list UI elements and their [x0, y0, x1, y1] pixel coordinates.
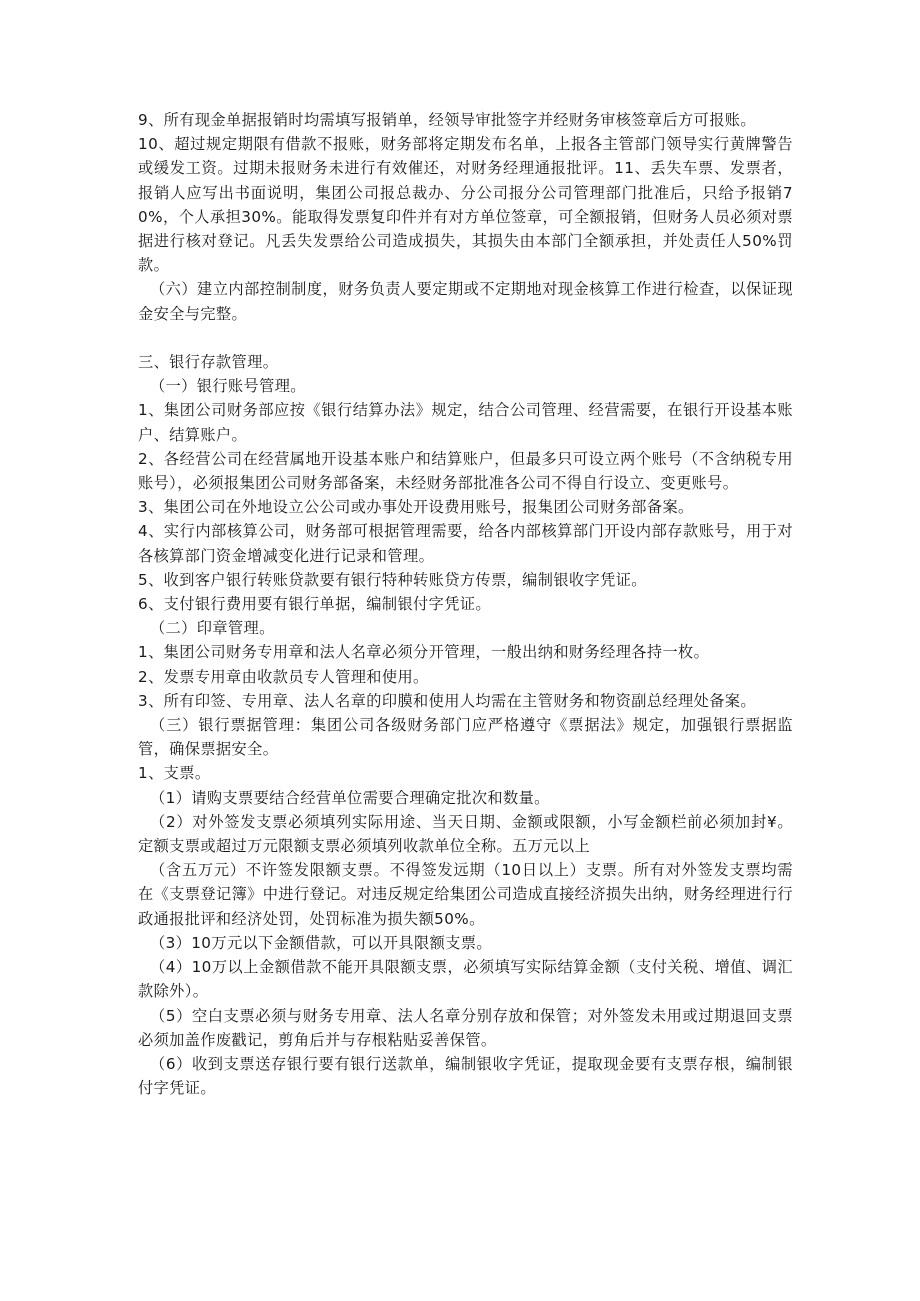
paragraph: （4）10万以上金额借款不能开具限额支票，必须填写实际结算金额（支付关税、增值、调汇款除外）。 [138, 958, 793, 1001]
paragraph: 10、超过规定期限有借款不报账，财务部将定期发布名单，上报各主管部门领导实行黄牌警告或缓发工资。过期未报财务未进行有效催还，对财务经理通报批评。11、丢失车票、发票者，报销人应写出书面说明，集团公司报总裁办、分公司报分公司管理部门批准后，只给予报销70%，个人承担30%。能取得发票复印件并有对方单位签章，可全额报销，但财务人员必须对票据进行核对登记。凡丢失发票给公司造成损失，其损失由本部门全额承担，并处责任人50%罚款。 [138, 135, 793, 275]
paragraph: （2）对外签发支票必须填列实际用途、当天日期、金额或限额，小写金额栏前必须加封¥。定额支票或超过万元限额支票必须填列收款单位全称。五万元以上 [138, 812, 793, 856]
paragraph: （六）建立内部控制制度，财务负责人要定期或不定期地对现金核算工作进行检查，以保证现金安全与完整。 [138, 280, 793, 323]
paragraph: （6）收到支票送存银行要有银行送款单，编制银收字凭证，提取现金要有支票存根，编制银付字凭证。 [138, 1054, 793, 1098]
paragraph: （5）空白支票必须与财务专用章、法人名章分别存放和保管；对外签发未用或过期退回支票必须加盖作废戳记，剪角后并与存根粘贴妥善保管。 [138, 1006, 793, 1049]
paragraph: （三）银行票据管理：集团公司各级财务部门应严格遵守《票据法》规定，加强银行票据监管，确保票据安全。 [138, 716, 793, 759]
paragraph: 5、收到客户银行转账贷款要有银行特种转账贷方传票，编制银收字凭证。 [138, 570, 647, 589]
paragraph: 6、支付银行费用要有银行单据，编制银付字凭证。 [138, 595, 491, 614]
paragraph: 3、所有印签、专用章、法人名章的印膜和使用人均需在主管财务和物资副总经理处备案。 [138, 691, 756, 710]
paragraph: （1）请购支票要结合经营单位需要合理确定批次和数量。 [150, 788, 550, 807]
paragraph: （二）印章管理。 [150, 619, 275, 638]
paragraph: 1、集团公司财务部应按《银行结算办法》规定，结合公司管理、经营需要，在银行开设基本账户、结算账户。 [138, 401, 793, 444]
paragraph: 1、集团公司财务专用章和法人名章必须分开管理，一般出纳和财务经理各持一枚。 [138, 643, 710, 662]
paragraph: 1、支票。 [138, 764, 211, 783]
blank-line [138, 326, 793, 350]
paragraph: 4、实行内部核算公司，财务部可根据管理需要，给各内部核算部门开设内部存款账号，用于对各核算部门资金增减变化进行记录和管理。 [138, 522, 793, 565]
document-body [138, 108, 793, 1100]
paragraph: 2、各经营公司在经营属地开设基本账户和结算账户，但最多只可设立两个账号（不含纳税专用账号），必须报集团公司财务部备案，未经财务部批准各公司不得自行设立、变更账号。 [138, 449, 793, 493]
paragraph: （3）10万元以下金额借款，可以开具限额支票。 [150, 933, 492, 952]
paragraph: 9、所有现金单据报销时均需填写报销单，经领导审批签字并经财务审核签章后方可报账。 [138, 111, 756, 129]
paragraph: 2、发票专用章由收款员专人管理和使用。 [138, 667, 429, 686]
paragraph: （一）银行账号管理。 [150, 377, 306, 396]
paragraph: 三、银行存款管理。 [138, 353, 279, 372]
paragraph: （含五万元）不许签发限额支票。不得签发远期（10日以上）支票。所有对外签发支票均需在《支票登记簿》中进行登记。对违反规定给集团公司造成直接经济损失出纳，财务经理进行行政通报批评和经济处罚，处罚标准为损失额50%。 [138, 861, 793, 928]
paragraph: 3、集团公司在外地设立公公司或办事处开设费用账号，报集团公司财务部备案。 [138, 498, 694, 517]
